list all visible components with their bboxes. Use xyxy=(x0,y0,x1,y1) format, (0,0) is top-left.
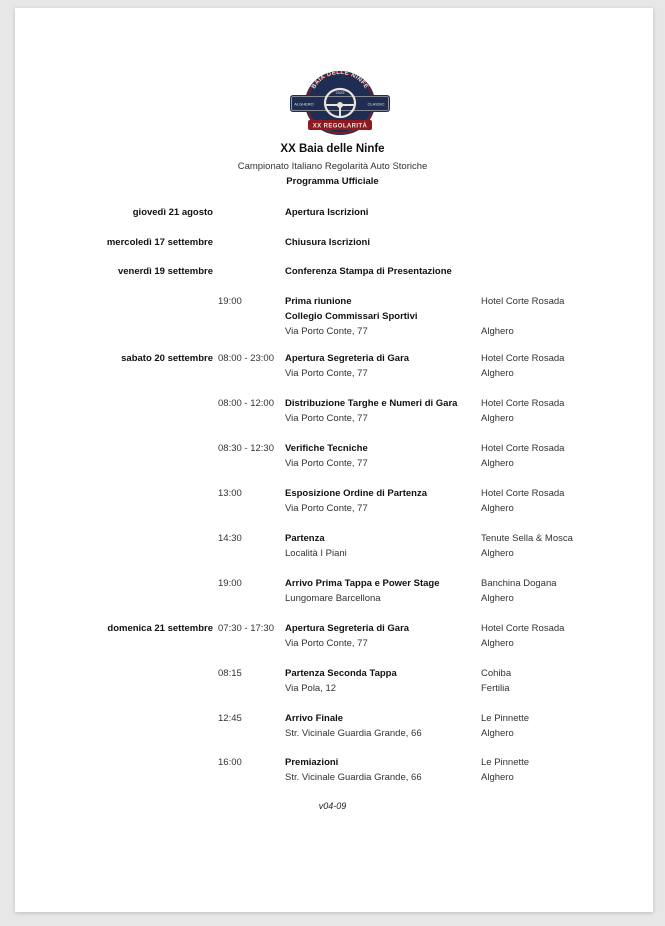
schedule-date: sabato 20 settembre xyxy=(121,353,213,364)
schedule-event xyxy=(285,351,409,381)
schedule-time: 08:00 - 23:00 xyxy=(218,353,274,364)
venue-city: Alghero xyxy=(481,548,514,559)
event-address: Via Porto Conte, 77 xyxy=(285,368,368,379)
schedule-event xyxy=(285,621,409,651)
schedule-row xyxy=(0,441,665,475)
schedule-event xyxy=(285,486,427,516)
page-subtitle: Campionato Italiano Regolarità Auto Storiche xyxy=(237,161,428,172)
schedule-venue xyxy=(481,531,573,561)
venue-name: Tenute Sella & Mosca xyxy=(481,533,573,544)
page-title: XX Baia delle Ninfe xyxy=(280,143,385,155)
event-address: Via Porto Conte, 77 xyxy=(285,326,368,337)
venue-name: Hotel Corte Rosada xyxy=(481,296,565,307)
event-address: Località I Piani xyxy=(285,548,347,559)
rally-logo xyxy=(290,70,390,136)
event-name-line2: Collegio Commissari Sportivi xyxy=(285,311,418,322)
event-name: Prima riunione xyxy=(285,296,352,307)
event-address: Via Porto Conte, 77 xyxy=(285,458,368,469)
logo-left-text: ALGHERO xyxy=(294,101,314,107)
event-name: Premiazioni xyxy=(285,757,339,768)
event-address: Via Porto Conte, 77 xyxy=(285,638,368,649)
schedule-row xyxy=(0,351,665,385)
schedule-time: 13:00 xyxy=(218,488,242,499)
event-name: Esposizione Ordine di Partenza xyxy=(285,488,428,499)
schedule-time: 14:30 xyxy=(218,533,242,544)
schedule-row xyxy=(0,294,665,337)
version-label: v04-09 xyxy=(318,801,347,811)
venue-city: Alghero xyxy=(481,413,514,424)
schedule-venue xyxy=(481,486,564,516)
schedule-time: 12:45 xyxy=(218,713,242,724)
schedule-time: 08:30 - 12:30 xyxy=(218,443,274,454)
logo-arc-top: BAIA DELLE NINFE xyxy=(311,70,369,91)
logo-year: 2025 xyxy=(335,90,345,95)
venue-spacer xyxy=(481,309,564,324)
venue-city: Alghero xyxy=(481,326,514,337)
schedule-row xyxy=(0,621,665,655)
logo-right-text: CLASSIC xyxy=(367,101,385,107)
venue-city: Alghero xyxy=(481,728,514,739)
schedule-row xyxy=(0,711,665,745)
schedule-event xyxy=(285,264,452,279)
schedule-event xyxy=(285,396,457,426)
schedule-venue xyxy=(481,441,564,471)
schedule-venue xyxy=(481,621,564,651)
venue-city: Alghero xyxy=(481,503,514,514)
schedule-row xyxy=(0,396,665,430)
schedule-date: venerdì 19 settembre xyxy=(117,266,213,277)
schedule-venue xyxy=(481,666,511,696)
event-name: Partenza Seconda Tappa xyxy=(285,668,397,679)
schedule-row xyxy=(0,576,665,610)
schedule-time: 07:30 - 17:30 xyxy=(218,623,274,634)
venue-city: Alghero xyxy=(481,772,514,783)
schedule-event xyxy=(285,711,422,741)
event-name: Apertura Segreteria di Gara xyxy=(285,623,410,634)
schedule-row xyxy=(0,666,665,700)
schedule-event xyxy=(285,235,370,250)
schedule-time: 19:00 xyxy=(218,578,242,589)
schedule-venue xyxy=(481,294,564,339)
venue-name: Hotel Corte Rosada xyxy=(481,353,565,364)
event-name: Arrivo Finale xyxy=(285,713,344,724)
schedule-event xyxy=(285,531,347,561)
venue-name: Hotel Corte Rosada xyxy=(481,488,565,499)
event-name: Arrivo Prima Tappa e Power Stage xyxy=(285,578,440,589)
schedule-time: 08:00 - 12:00 xyxy=(218,398,274,409)
venue-name: Hotel Corte Rosada xyxy=(481,398,565,409)
schedule-venue xyxy=(481,396,564,426)
schedule-time: 19:00 xyxy=(218,296,242,307)
logo-arc-bottom: XX REGOLARITÀ xyxy=(312,123,368,130)
event-name: Conferenza Stampa di Presentazione xyxy=(285,266,452,277)
schedule-venue xyxy=(481,576,557,606)
venue-city: Alghero xyxy=(481,638,514,649)
venue-name: Banchina Dogana xyxy=(481,578,557,589)
schedule-date: domenica 21 settembre xyxy=(107,623,213,634)
schedule-row xyxy=(0,531,665,565)
event-name: Verifiche Tecniche xyxy=(285,443,368,454)
event-name: Partenza xyxy=(285,533,325,544)
schedule-row xyxy=(0,486,665,520)
schedule-event xyxy=(285,441,368,471)
event-address: Via Porto Conte, 77 xyxy=(285,413,368,424)
schedule-date: mercoledì 17 settembre xyxy=(106,237,213,248)
schedule-event xyxy=(285,755,422,785)
schedule-event xyxy=(285,666,397,696)
schedule-venue xyxy=(481,755,529,785)
schedule-event xyxy=(285,294,418,339)
venue-name: Cohiba xyxy=(481,668,512,679)
venue-city: Alghero xyxy=(481,593,514,604)
schedule-venue xyxy=(481,711,529,741)
schedule-date: giovedì 21 agosto xyxy=(132,207,213,218)
schedule-row xyxy=(0,205,665,239)
programma-heading: Programma Ufficiale xyxy=(286,176,379,187)
venue-city: Fertilia xyxy=(481,683,510,694)
event-address: Via Porto Conte, 77 xyxy=(285,503,368,514)
event-address: Via Pola, 12 xyxy=(285,683,337,694)
event-address: Str. Vicinale Guardia Grande, 66 xyxy=(285,772,422,783)
event-name: Apertura Segreteria di Gara xyxy=(285,353,410,364)
event-address: Str. Vicinale Guardia Grande, 66 xyxy=(285,728,422,739)
schedule-venue xyxy=(481,351,564,381)
venue-name: Le Pinnette xyxy=(481,757,530,768)
venue-name: Hotel Corte Rosada xyxy=(481,623,565,634)
event-name: Chiusura Iscrizioni xyxy=(285,237,370,248)
event-name: Apertura Iscrizioni xyxy=(285,207,369,218)
venue-city: Alghero xyxy=(481,458,514,469)
schedule-row xyxy=(0,755,665,789)
event-name: Distribuzione Targhe e Numeri di Gara xyxy=(285,398,458,409)
venue-name: Le Pinnette xyxy=(481,713,530,724)
schedule-event xyxy=(285,576,440,606)
schedule-row xyxy=(0,264,665,298)
schedule-event xyxy=(285,205,368,220)
venue-name: Hotel Corte Rosada xyxy=(481,443,565,454)
schedule-time: 08:15 xyxy=(218,668,242,679)
event-address: Lungomare Barcellona xyxy=(285,593,381,604)
schedule-time: 16:00 xyxy=(218,757,242,768)
venue-city: Alghero xyxy=(481,368,514,379)
